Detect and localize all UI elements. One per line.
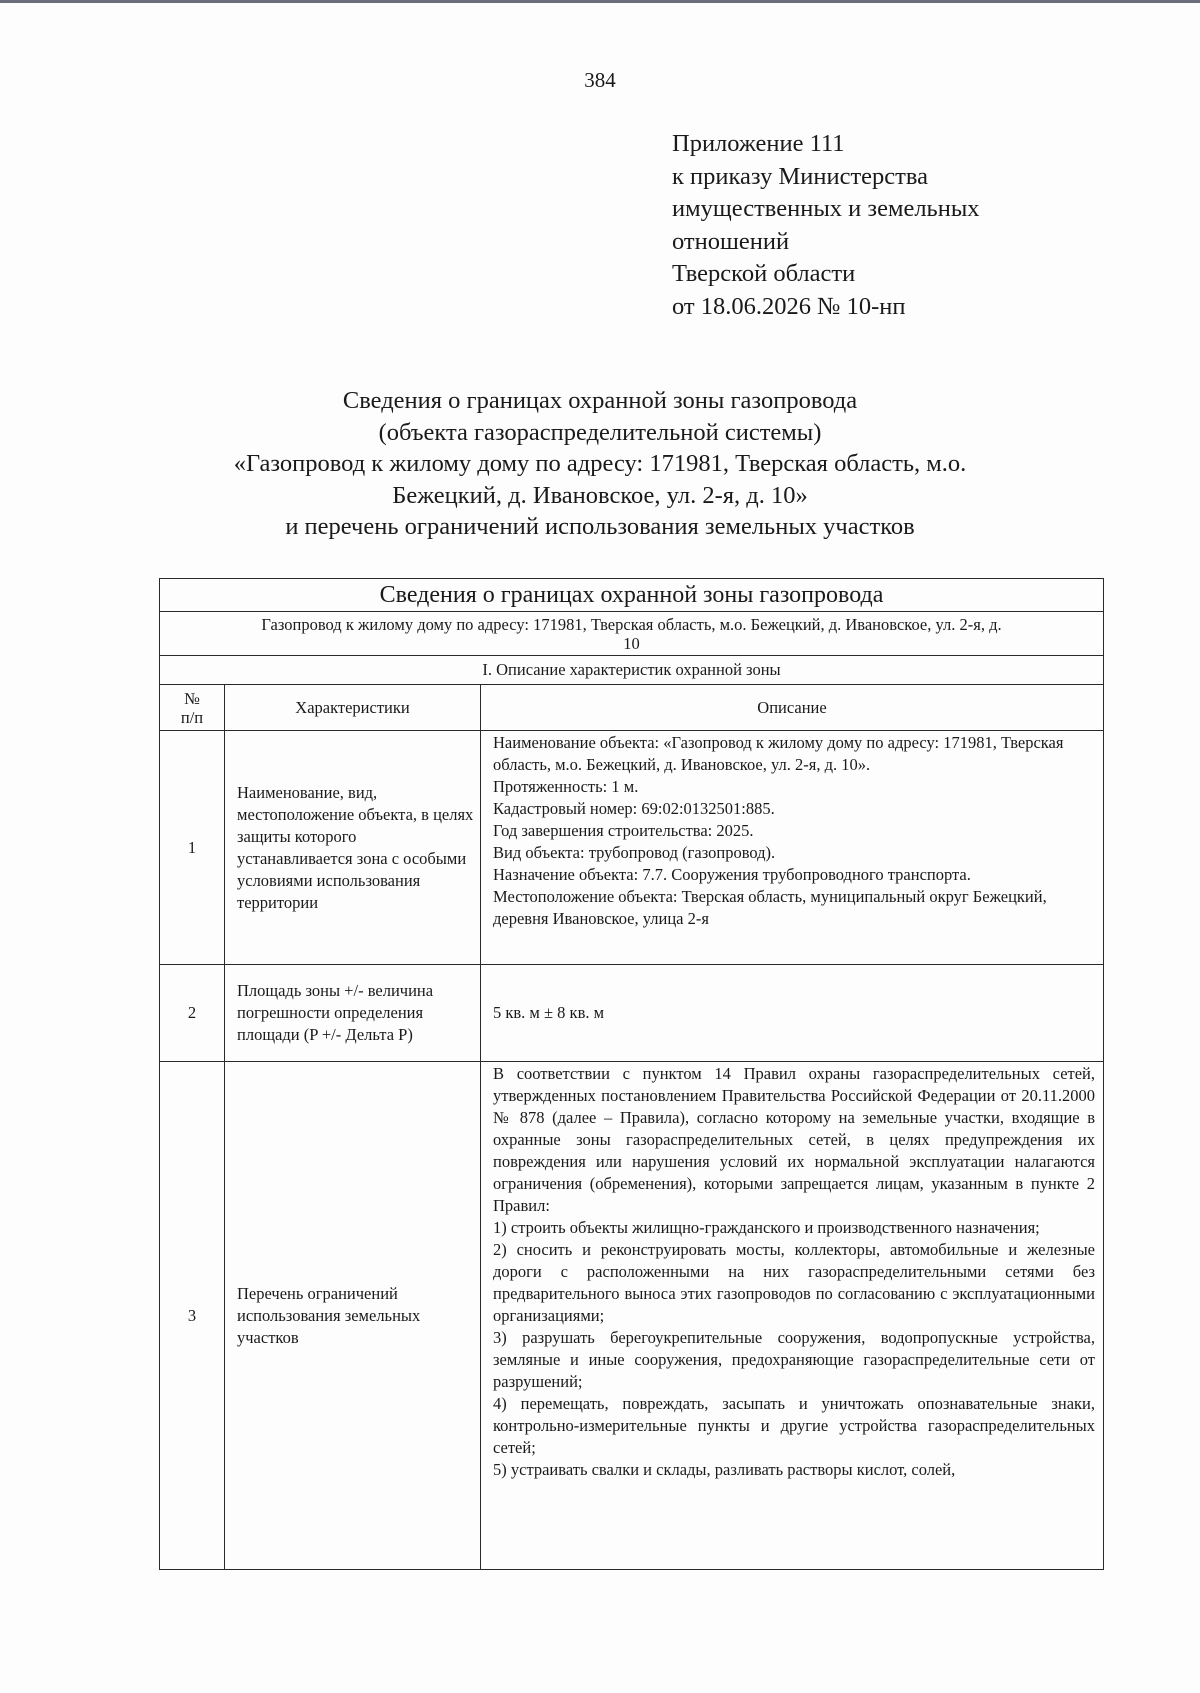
row-characteristic: Площадь зоны +/- величина погрешности определения площади (P +/- Дельта P) [225, 965, 481, 1062]
title-line: Сведения о границах охранной зоны газопровода [342, 387, 858, 414]
column-header-characteristics: Характеристики [225, 685, 481, 731]
title-line: Бежецкий, д. Ивановское, ул. 2-я, д. 10» [392, 481, 808, 509]
description-line: Протяженность: 1 м. [493, 777, 639, 796]
description-line: В соответствии с пунктом 14 Правил охраны газораспределительных сетей, утвержденных постановлением Правительства Российской Федерации от 20.11.2000 № 878 (далее – Правила), согласно которому на земельные участки, входящие в охранные зоны газораспределительных сетей, в целях предупреждения их повреждения или нарушения условий их нормальной эксплуатации налагаются ограничения (обременения), которыми запрещается лицам, указанным в пункте 2 Правил: [493, 1064, 1096, 1215]
document-title [0, 385, 1200, 543]
description-line: 5 кв. м ± 8 кв. м [493, 1003, 605, 1022]
appendix-line: отношений [672, 227, 790, 255]
row-number: 3 [160, 1062, 225, 1570]
table-row [160, 1062, 1104, 1570]
description-line: 1) строить объекты жилищно-гражданского и производственного назначения; [493, 1218, 1040, 1237]
appendix-line: Приложение 111 [672, 130, 845, 157]
appendix-line: Тверской области [672, 260, 856, 287]
description-line: Год завершения строительства: 2025. [493, 821, 754, 840]
row-characteristic: Перечень ограничений использования земельных участков [225, 1062, 481, 1570]
description-line: Назначение объекта: 7.7. Сооружения трубопроводного транспорта. [493, 865, 971, 884]
scan-top-edge [0, 0, 1200, 3]
row-description [481, 965, 1104, 1062]
description-line: 5) устраивать свалки и склады, разливать растворы кислот, солей, [493, 1460, 956, 1479]
table-row [160, 965, 1104, 1062]
appendix-line: имущественных и земельных [672, 195, 980, 222]
column-header-number-abbr: п/п [180, 707, 204, 727]
title-line: (объекта газораспределительной системы) [378, 418, 822, 446]
table-heading: Сведения о границах охранной зоны газопровода [160, 579, 1104, 612]
column-header-number [160, 685, 225, 731]
description-line: 4) перемещать, повреждать, засыпать и уничтожать опознавательные знаки, контрольно-измерительные пункты и другие устройства газораспределительных сетей; [493, 1394, 1096, 1457]
description-line: 2) сносить и реконструировать мосты, коллекторы, автомобильные и железные дороги с расположенными на них газораспределительными сетями без предварительного выноса этих газопроводов по согласованию с эксплуатационными организациями; [493, 1240, 1096, 1325]
row-description [481, 1062, 1104, 1570]
description-line: Вид объекта: трубопровод (газопровод). [493, 843, 776, 862]
appendix-block [672, 128, 1152, 323]
page-number: 384 [584, 68, 616, 92]
description-line: Кадастровый номер: 69:02:0132501:885. [493, 799, 775, 818]
row-number: 2 [160, 965, 225, 1062]
title-line: «Газопровод к жилому дому по адресу: 171981, Тверская область, м.о. [233, 450, 967, 477]
table-section-title: I. Описание характеристик охранной зоны [160, 656, 1104, 685]
description-line: 3) разрушать берегоукрепительные сооружения, водопропускные устройства, земляные и иные сооружения, предохраняющие газораспределительные сети от разрушений; [493, 1328, 1096, 1391]
appendix-line: от 18.06.2026 № 10-нп [672, 292, 906, 320]
row-characteristic: Наименование, вид, местоположение объекта, в целях защиты которого устанавливается зона с особыми условиями использования территории [225, 731, 481, 965]
appendix-line: к приказу Министерства [672, 162, 928, 190]
row-description [481, 731, 1104, 965]
column-header-number-symbol: № [184, 688, 200, 708]
description-line: Наименование объекта: «Газопровод к жилому дому по адресу: 171981, Тверская область, м.о. Бежецкий, д. Ивановское, ул. 2-я, д. 10». [493, 733, 1064, 774]
table-row [160, 731, 1104, 965]
title-line: и перечень ограничений использования земельных участков [285, 513, 915, 540]
description-line: Местоположение объекта: Тверская область, муниципальный округ Бежецкий, деревня Ивановское, улица 2-я [493, 887, 1047, 928]
column-header-description: Описание [481, 685, 1104, 731]
object-name-line: 10 [623, 634, 640, 653]
table-object-name [160, 612, 1104, 656]
object-name-line: Газопровод к жилому дому по адресу: 171981, Тверская область, м.о. Бежецкий, д. Ивановское, ул. 2-я, д. [261, 615, 1002, 634]
protection-zone-table [159, 578, 1104, 1570]
row-number: 1 [160, 731, 225, 965]
